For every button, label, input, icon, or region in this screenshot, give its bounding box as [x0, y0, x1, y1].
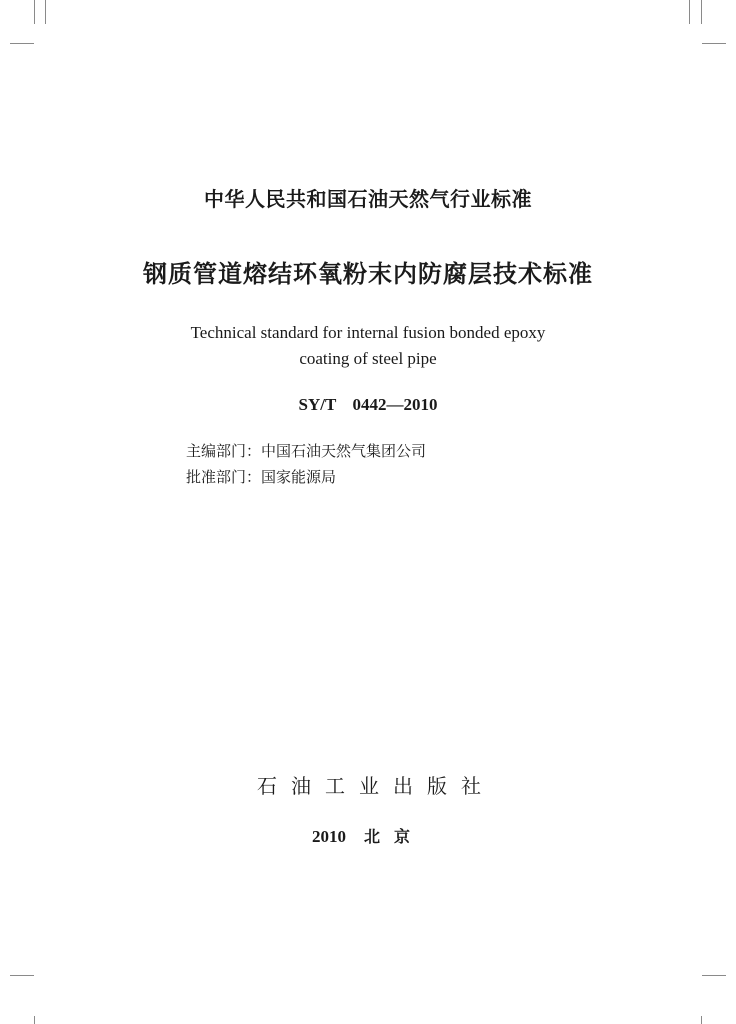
crop-mark: [702, 43, 726, 44]
publication-info: [0, 824, 736, 847]
crop-mark: [701, 0, 702, 24]
crop-mark: [702, 975, 726, 976]
page-title: 钢质管道熔结环氧粉末内防腐层技术标准: [143, 260, 593, 288]
crop-mark: [45, 0, 46, 24]
crop-mark: [701, 1016, 702, 1024]
publication-city: 北京: [363, 827, 424, 846]
editor-department: 主编部门：中国石油天然气集团公司: [186, 442, 427, 460]
crop-mark: [689, 0, 690, 24]
crop-mark: [34, 0, 35, 24]
english-title-line: Technical standard for internal fusion bonded epoxy: [190, 323, 546, 342]
industry-standard-heading: 中华人民共和国石油天然气行业标准: [204, 187, 532, 211]
standard-code-text: SY/T 0442—2010: [298, 395, 438, 414]
standard-code: [0, 395, 736, 415]
crop-mark: [10, 975, 34, 976]
publication-year: 2010: [311, 827, 346, 846]
english-title-line: coating of steel pipe: [299, 349, 437, 368]
crop-mark: [10, 43, 34, 44]
approver-department: 批准部门：国家能源局: [186, 468, 337, 486]
crop-mark: [34, 1016, 35, 1024]
english-title: [0, 320, 736, 372]
publisher-name: 石油工业出版社: [257, 774, 495, 798]
